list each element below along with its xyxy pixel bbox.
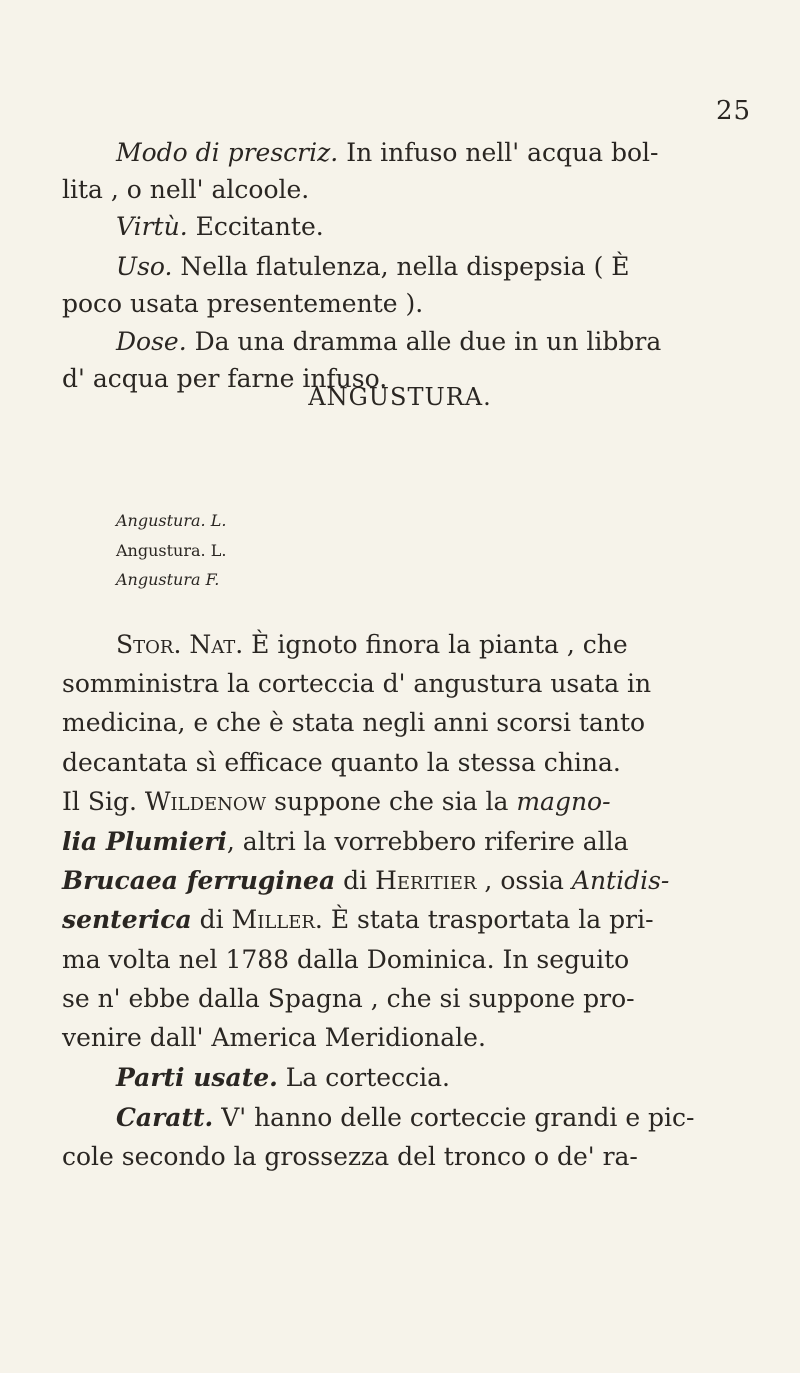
text-line [116, 628, 800, 662]
line-text: Da una dramma alle due in un libbra [186, 327, 662, 356]
text-line [62, 982, 752, 1016]
line-text: . È stata trasportata la pri- [314, 905, 654, 934]
line-text: In infuso nell' acqua bol- [338, 138, 659, 167]
text-line [116, 1101, 800, 1135]
italic-text: Brucaea ferruginea [62, 866, 336, 895]
line-text: lita , o nell' alcoole. [62, 175, 310, 204]
line-text: di [335, 866, 376, 895]
text-line [62, 903, 752, 937]
italic-text: senterica [62, 905, 192, 934]
line-text: ma volta nel 1788 dalla Dominica. In seguito [62, 945, 630, 974]
text-line [116, 325, 800, 359]
text-line [62, 943, 752, 977]
italic-text: Antidis- [571, 866, 670, 895]
line-text: , ossia [476, 866, 572, 895]
label-dose: Dose. [116, 327, 187, 356]
name-wildenow: Wildenow [144, 787, 267, 816]
text-line [62, 706, 752, 740]
text-line [62, 667, 752, 701]
page-number: 25 [716, 96, 752, 126]
line-text: suppone che sia la [266, 787, 517, 816]
synonym-line: Angustura F. [116, 570, 220, 589]
label-stor-nat: Stor. Nat. [116, 630, 244, 659]
text-line [62, 746, 752, 780]
line-text: V' hanno delle corteccie grandi e pic- [213, 1103, 695, 1132]
text-line [62, 1021, 752, 1055]
line-text: medicina, e che è stata negli anni scorsi tanto [62, 708, 646, 737]
line-text: somministra la corteccia d' angustura usata in [62, 669, 652, 698]
text-line [62, 785, 752, 819]
name-miller: Miller [231, 905, 315, 934]
text-line [116, 250, 800, 284]
text-line [62, 1140, 752, 1174]
synonym-line: Angustura. L. [116, 541, 227, 560]
text-line [62, 173, 752, 207]
line-text: d' acqua per farne infuso. [62, 364, 388, 393]
text-line [62, 825, 752, 859]
line-text: Nella flatulenza, nella dispepsia ( È [172, 252, 630, 281]
label-parti-usate: Parti usate. [116, 1063, 278, 1092]
section-heading: ANGUSTURA. [308, 383, 492, 411]
text-line [62, 864, 752, 898]
italic-text: lia Plumieri [62, 827, 227, 856]
text-line [116, 1061, 800, 1095]
line-text: La corteccia. [277, 1063, 450, 1092]
line-text: venire dall' America Meridionale. [62, 1023, 486, 1052]
text-line [116, 136, 800, 170]
line-text: di [191, 905, 232, 934]
text-line [116, 210, 800, 244]
italic-text: magno- [516, 787, 611, 816]
line-text: poco usata presentemente ). [62, 289, 424, 318]
label-modo-di-prescriz: Modo di prescriz. [116, 138, 339, 167]
line-text: Eccitante. [187, 212, 324, 241]
line-text: decantata sì efficace quanto la stessa china. [62, 748, 621, 777]
label-virtu: Virtù. [116, 212, 188, 241]
line-text: se n' ebbe dalla Spagna , che si suppone pro- [62, 984, 635, 1013]
line-text: cole secondo la grossezza del tronco o de' ra- [62, 1142, 638, 1171]
name-heritier: Heritier [375, 866, 477, 895]
label-caratt: Caratt. [116, 1103, 214, 1132]
text-line [62, 287, 752, 321]
line-text: Il Sig. [62, 787, 145, 816]
line-text: , altri la vorrebbero riferire alla [226, 827, 629, 856]
line-text: È ignoto finora la pianta , che [243, 630, 628, 659]
label-uso: Uso. [116, 252, 173, 281]
synonym-line: Angustura. L. [116, 511, 227, 530]
